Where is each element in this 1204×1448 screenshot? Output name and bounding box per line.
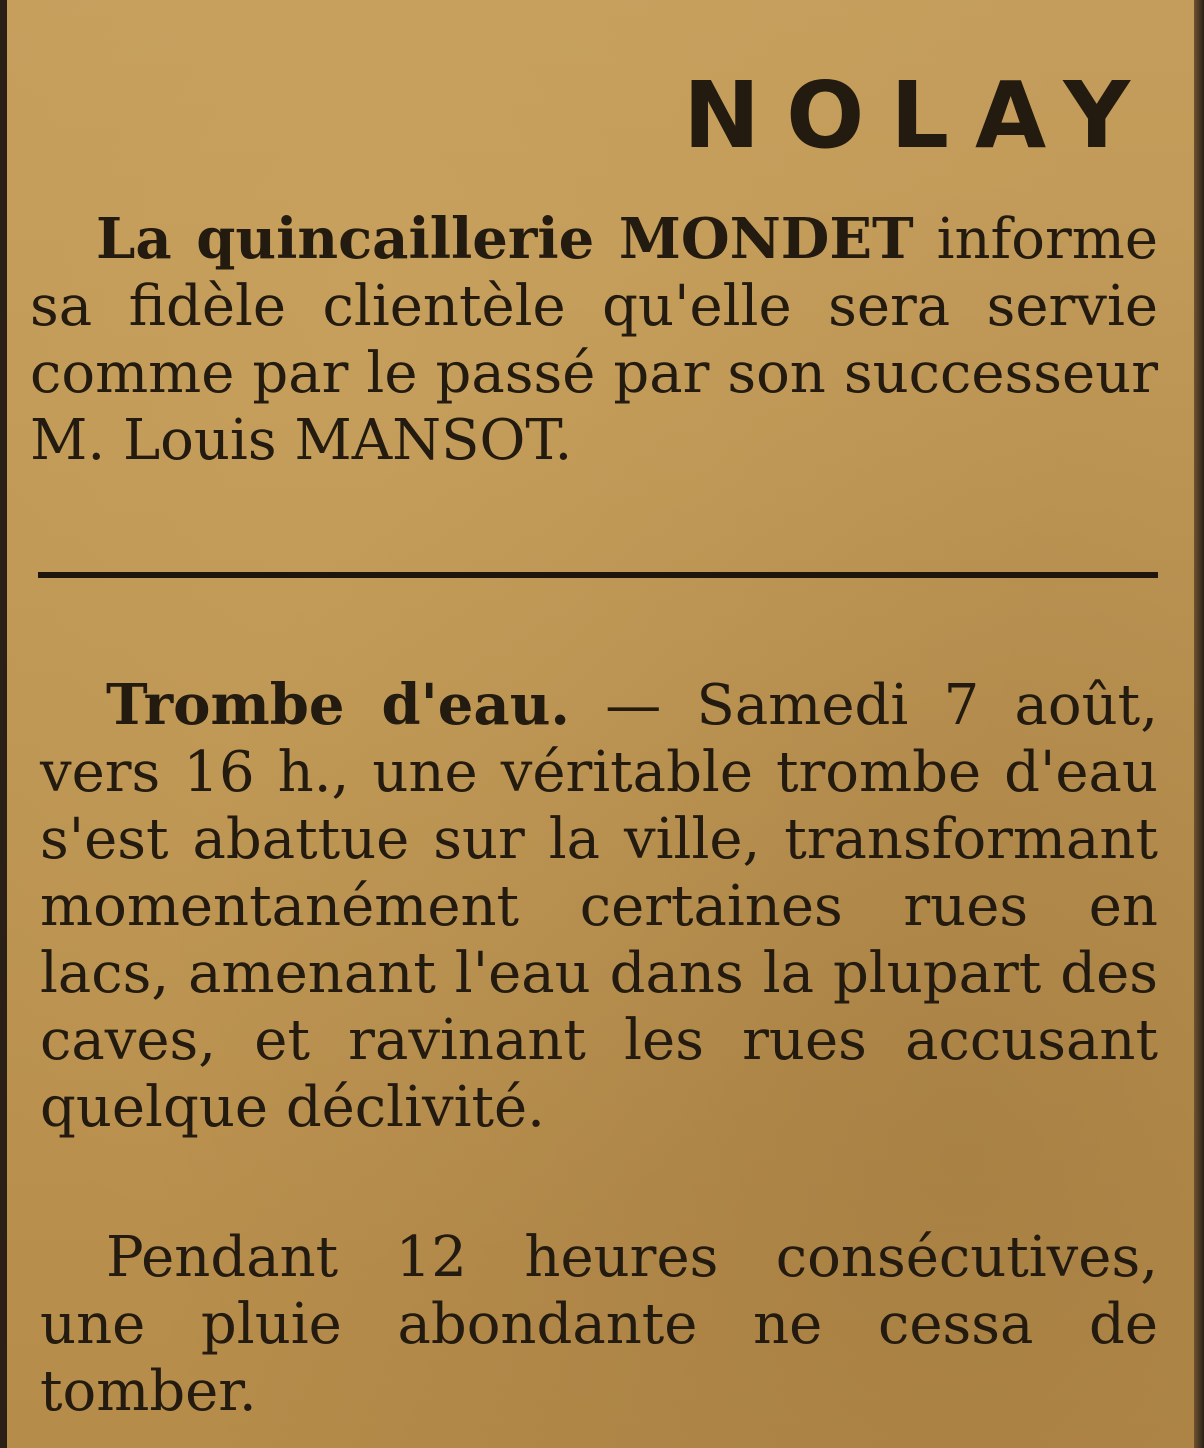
town-heading: NOLAY <box>683 62 1156 169</box>
notice-lead: La quincaillerie MONDET <box>96 206 914 272</box>
article-body: Samedi 7 août, vers 16 h., une véritable trombe d'eau s'est abattue sur la ville, transformant momentanément certaines rues en lacs, amenant l'eau dans la plupart des caves, et ravinant les rues accusant quelque déclivité. <box>40 673 1158 1140</box>
clipping-left-edge <box>0 0 7 1448</box>
article-title: Trombe d'eau. <box>106 672 570 738</box>
section-divider <box>38 572 1158 578</box>
clipping-right-edge <box>1194 0 1204 1448</box>
article-body-2: Pendant 12 heures consécutives, une pluie abondante ne cessa de tomber. <box>40 1225 1158 1424</box>
article-dash: — <box>569 673 697 738</box>
article-paragraph-2 <box>40 1224 1158 1425</box>
notice-paragraph <box>30 206 1158 474</box>
notice-text: informe sa fidèle clientèle qu'elle sera servie comme par le passé par son successeur M. Louis MANSOT. <box>30 207 1158 473</box>
article-paragraph <box>40 672 1158 1141</box>
